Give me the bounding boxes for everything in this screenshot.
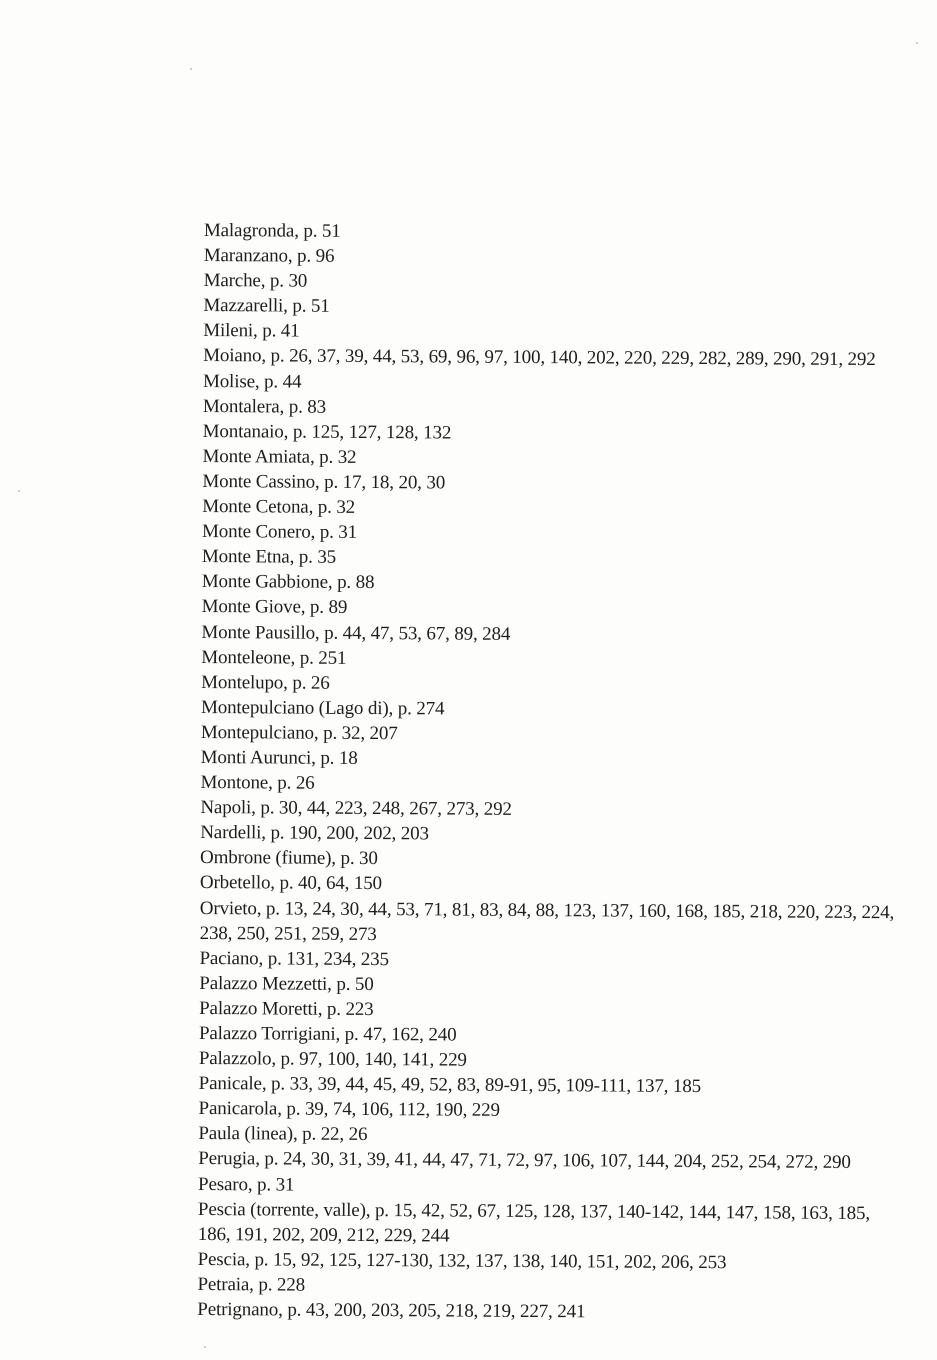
index-entry: Moiano, p. 26, 37, 39, 44, 53, 69, 96, 97, 100, 140, 202, 220, 229, 282, 289, 290, 291, 292 bbox=[203, 345, 876, 371]
index-entry: Monte Giove, p. 89 bbox=[201, 596, 348, 619]
index-entry: Marche, p. 30 bbox=[203, 270, 308, 292]
index-entry: Molise, p. 44 bbox=[202, 370, 302, 393]
index-entry: Montepulciano, p. 32, 207 bbox=[200, 721, 398, 745]
index-entry: Paciano, p. 131, 234, 235 bbox=[199, 947, 389, 970]
index-entry: Mazzarelli, p. 51 bbox=[203, 295, 330, 318]
index-entry: Panicale, p. 33, 39, 44, 45, 49, 52, 83, 89-91, 95, 109-111, 137, 185 bbox=[198, 1073, 702, 1098]
index-entry: Montone, p. 26 bbox=[200, 772, 315, 794]
scan-speck bbox=[204, 1346, 206, 1348]
index-entry: Paula (linea), p. 22, 26 bbox=[198, 1123, 368, 1146]
index-entry: Malagronda, p. 51 bbox=[203, 219, 341, 242]
place-index-list bbox=[197, 218, 904, 1326]
scan-speck bbox=[916, 42, 918, 44]
index-entry: Pescia, p. 15, 92, 125, 127-130, 132, 137, 138, 140, 151, 202, 206, 253 bbox=[197, 1248, 727, 1274]
index-entry: Montanaio, p. 125, 127, 128, 132 bbox=[202, 420, 452, 444]
index-entry: Palazzo Mezzetti, p. 50 bbox=[199, 972, 374, 995]
index-entry: Monte Cetona, p. 32 bbox=[202, 496, 356, 518]
index-entry: Petraia, p. 228 bbox=[197, 1273, 306, 1296]
index-entry: Napoli, p. 30, 44, 223, 248, 267, 273, 292 bbox=[200, 797, 512, 821]
index-entry: Ombrone (fiume), p. 30 bbox=[200, 847, 378, 870]
index-entry: Monte Cassino, p. 17, 18, 20, 30 bbox=[202, 470, 446, 494]
index-entry: Monte Gabbione, p. 88 bbox=[201, 571, 375, 594]
index-entry: Montelupo, p. 26 bbox=[201, 671, 330, 694]
index-entry: Maranzano, p. 96 bbox=[203, 245, 335, 267]
index-entry: Montepulciano (Lago di), p. 274 bbox=[200, 696, 445, 720]
index-entry: Palazzo Moretti, p. 223 bbox=[199, 997, 374, 1020]
index-entry: Panicarola, p. 39, 74, 106, 112, 190, 229 bbox=[198, 1098, 500, 1122]
index-entry: Monte Conero, p. 31 bbox=[202, 521, 358, 544]
index-entry: Mileni, p. 41 bbox=[203, 320, 300, 342]
index-entry: Monti Aurunci, p. 18 bbox=[200, 746, 358, 769]
scan-speck bbox=[190, 68, 192, 70]
index-entry: Palazzolo, p. 97, 100, 140, 141, 229 bbox=[198, 1048, 467, 1071]
index-entry: Monte Pausillo, p. 44, 47, 53, 67, 89, 284 bbox=[201, 621, 511, 645]
index-entry: Palazzo Torrigiani, p. 47, 162, 240 bbox=[198, 1022, 457, 1046]
index-entry: Pescia (torrente, valle), p. 15, 42, 52, 67, 125, 128, 137, 140-142, 144, 147, 158, 163, 185, 186, 191, 202, 209, 212, 229, 244 bbox=[197, 1198, 871, 1247]
index-entry: Orbetello, p. 40, 64, 150 bbox=[199, 872, 383, 895]
index-entry: Pesaro, p. 31 bbox=[198, 1173, 295, 1196]
index-entry: Nardelli, p. 190, 200, 202, 203 bbox=[200, 822, 429, 845]
scan-speck bbox=[18, 490, 20, 492]
index-entry: Monte Etna, p. 35 bbox=[201, 546, 337, 569]
index-entry: Petrignano, p. 43, 200, 203, 205, 218, 219, 227, 241 bbox=[197, 1299, 586, 1323]
index-entry: Orvieto, p. 13, 24, 30, 44, 53, 71, 81, 83, 84, 88, 123, 137, 160, 168, 185, 218, 220, 223, 224, 238, 250, 251, 259, 273 bbox=[199, 897, 895, 945]
index-entry: Montalera, p. 83 bbox=[202, 395, 327, 418]
index-entry: Perugia, p. 24, 30, 31, 39, 41, 44, 47, 71, 72, 97, 106, 107, 144, 204, 252, 254, 272, 290 bbox=[198, 1148, 851, 1174]
index-entry: Monteleone, p. 251 bbox=[201, 646, 347, 669]
index-entry: Monte Amiata, p. 32 bbox=[202, 445, 357, 468]
